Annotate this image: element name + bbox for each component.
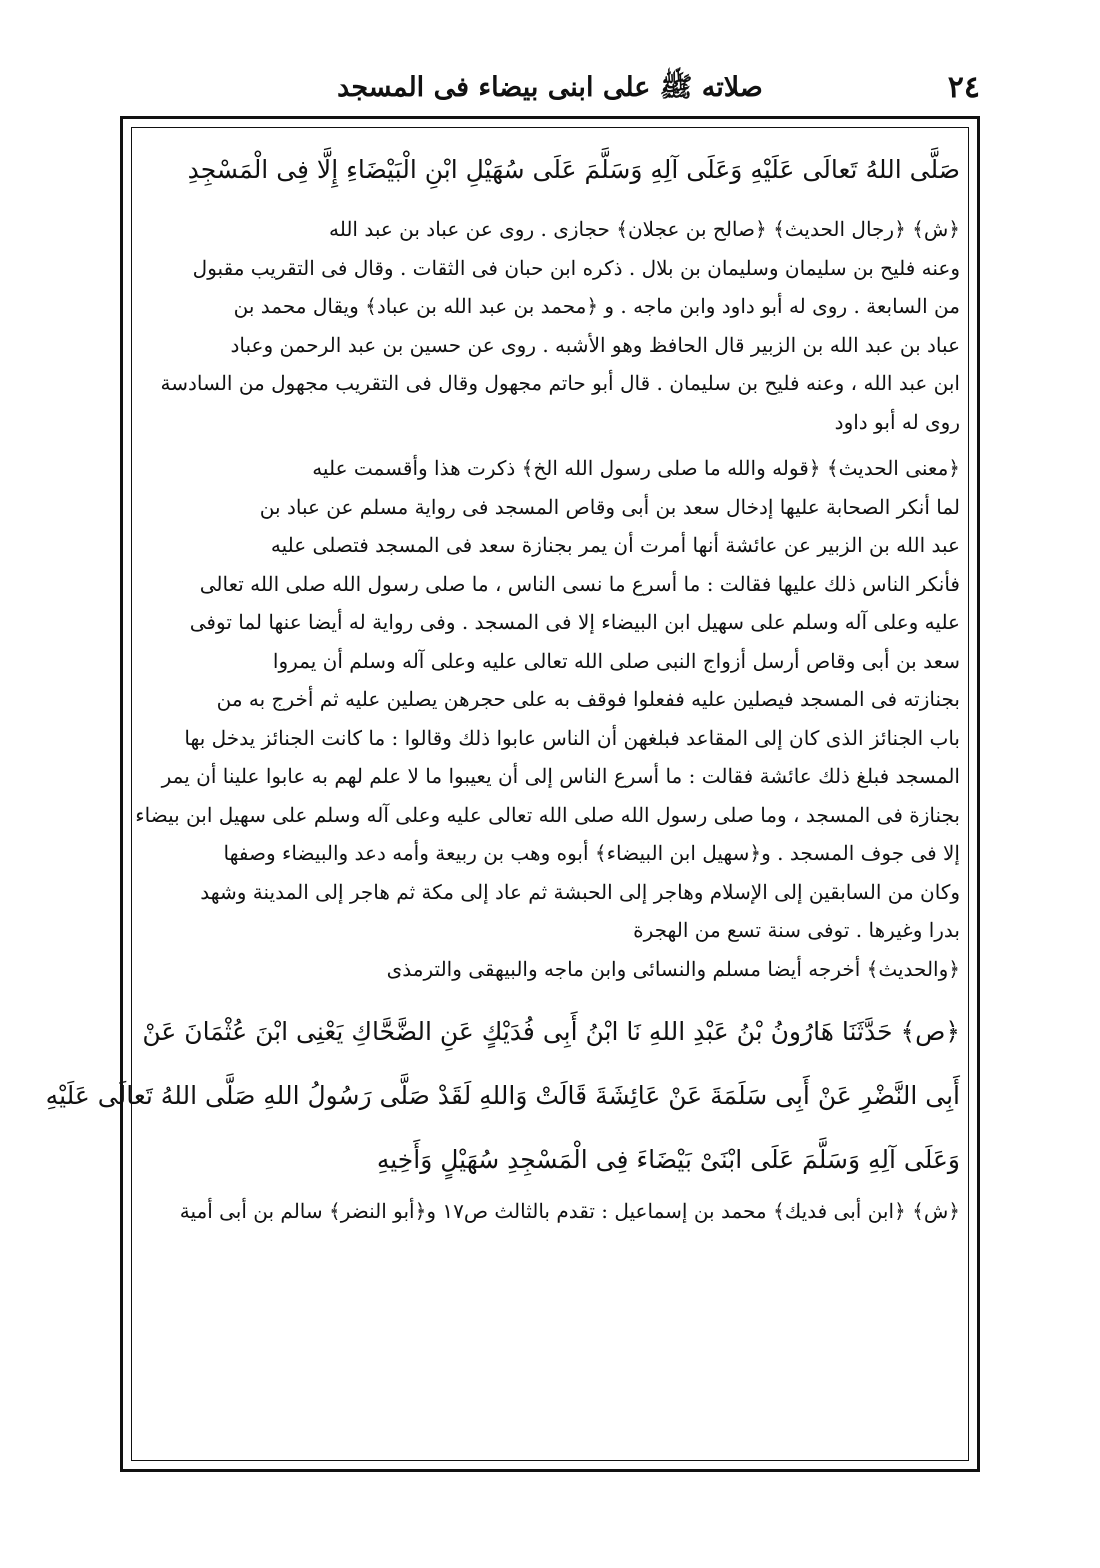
text-line: وكان من السابقين إلى الإسلام وهاجر إلى الحبشة ثم عاد إلى مكة ثم هاجر إلى المدينة وشهد — [200, 879, 960, 904]
text-line: عباد بن عبد الله بن الزبير قال الحافظ وهو الأشبه . روى عن حسين بن عبد الرحمن وعباد — [230, 332, 960, 357]
text-line: فأنكر الناس ذلك عليها فقالت : ما أسرع ما نسى الناس ، ما صلى رسول الله صلى الله تعالى — [199, 571, 960, 596]
hadith-text-2 — [45, 1000, 960, 1192]
text-line: ﴿معنى الحديث﴾ ﴿قوله والله ما صلى رسول الله الخ﴾ ذكرت هذا وأقسمت عليه — [312, 456, 960, 480]
text-line: عليه وعلى آله وسلم على سهيل ابن البيضاء إلا فى المسجد . وفى رواية له أيضا عنها لما توفى — [189, 610, 960, 634]
text-line: عبد الله بن الزبير عن عائشة أنها أمرت أن يمر بجنازة سعد فى المسجد فتصلى عليه — [270, 533, 960, 557]
text-line: بدرا وغيرها . توفى سنة تسع من الهجرة — [633, 918, 960, 942]
text-line: سعد بن أبى وقاص أرسل أزواج النبى صلى الله تعالى عليه وعلى آله وسلم أن يمروا — [272, 648, 960, 673]
page-body — [45, 138, 960, 1231]
hadith-line: أَبِى النَّضْرِ عَنْ أَبِى سَلَمَةَ عَنْ عَائِشَةَ قَالَتْ وَاللهِ لَقَدْ صَلَّى رَسُولُ اللهِ صَلَّى اللهُ تَعالَى عَلَيْهِ — [45, 1081, 960, 1110]
text-line: ﴿ش﴾ ﴿رجال الحديث﴾ ﴿صالح بن عجلان﴾ حجازى . روى عن عباد بن عبد الله — [328, 217, 960, 241]
text-line: المسجد فبلغ ذلك عائشة فقالت : ما أسرع الناس إلى أن يعيبوا ما لا علم لهم به عابوا علينا أن يمر — [161, 764, 960, 788]
hadith-line: وَعَلَى آلِهِ وَسَلَّمَ عَلَى ابْنَىْ بَيْضَاءَ فِى الْمَسْجِدِ سُهَيْلٍ وَأَخِيهِ — [376, 1145, 960, 1174]
text-line: بجنازته فى المسجد فيصلين عليه ففعلوا فوقف به على حجرهن يصلين عليه ثم أخرج به من — [216, 687, 960, 711]
commentary-meaning — [135, 449, 960, 988]
page-header — [120, 66, 980, 110]
text-line: ﴿والحديث﴾ أخرجه أيضا مسلم والنسائى وابن ماجه والبيهقى والترمذى — [386, 956, 960, 981]
text-line: من السابعة . روى له أبو داود وابن ماجه . و ﴿محمد بن عبد الله بن عباد﴾ ويقال محمد بن — [233, 294, 960, 318]
commentary-narrators-2 — [140, 1192, 960, 1231]
text-line: وعنه فليح بن سليمان وسليمان بن بلال . ذكره ابن حبان فى الثقات . وقال فى التقريب مقبول — [192, 255, 960, 280]
text-line: باب الجنائز الذى كان إلى المقاعد فبلغهن أن الناس عابوا ذلك وقالوا : ما كانت الجنائز يدخل بها — [184, 725, 960, 750]
text-line: ابن عبد الله ، وعنه فليح بن سليمان . قال أبو حاتم مجهول وقال فى التقريب مجهول من السادسة — [160, 371, 960, 395]
text-line: إلا فى جوف المسجد . و﴿سهيل ابن البيضاء﴾ أبوه وهب بن ربيعة وأمه دعد والبيضاء وصفها — [223, 841, 960, 865]
paragraph-gap — [140, 441, 960, 449]
commentary-narrators — [140, 210, 960, 441]
text-line: روى له أبو داود — [834, 409, 960, 434]
hadith-text-top — [140, 138, 960, 202]
paragraph-gap — [140, 202, 960, 210]
page-number: ٢٤ — [947, 70, 980, 105]
text-line: بجنازة فى المسجد ، وما صلى رسول الله صلى الله تعالى عليه وعلى آله وسلم على سهيل ابن بيضاء — [135, 802, 960, 827]
hadith-line: صَلَّى اللهُ تَعالَى عَلَيْهِ وَعَلَى آلِهِ وَسَلَّمَ عَلَى سُهَيْلِ ابْنِ الْبَيْضَاءِ إِلَّا فِى الْمَسْجِدِ — [187, 155, 960, 184]
paragraph-gap — [140, 988, 960, 1000]
text-line: ﴿ش﴾ ﴿ابن أبى فديك﴾ محمد بن إسماعيل : تقدم بالثالث ص١٧ و﴿أبو النضر﴾ سالم بن أبى أمية — [179, 1199, 960, 1223]
running-title: صلاته ﷺ على ابنى بيضاء فى المسجد — [337, 72, 763, 103]
hadith-line: ﴿ص﴾ حَدَّثَنَا هَارُونُ بْنُ عَبْدِ اللهِ نَا ابْنُ أَبِى فُدَيْكٍ عَنِ الضَّحَّاكِ يَعْنِى ابْنَ عُثْمَانَ عَنْ — [142, 1017, 960, 1046]
text-line: لما أنكر الصحابة عليها إدخال سعد بن أبى وقاص المسجد فى رواية مسلم عن عباد بن — [259, 494, 960, 519]
